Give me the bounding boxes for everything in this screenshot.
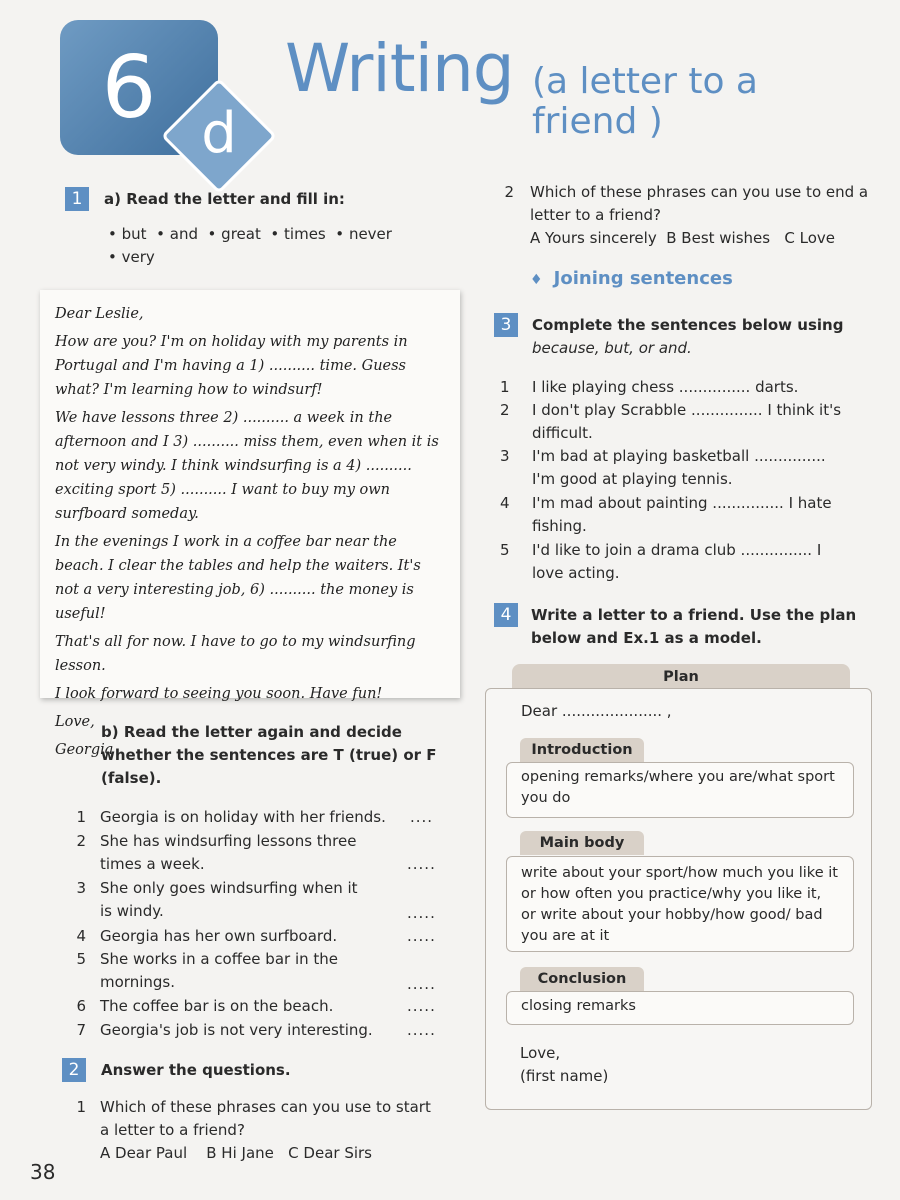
exercise-1-instruction: a) Read the letter and fill in: (104, 190, 345, 208)
plan-closing: Love, (first name) (520, 1044, 609, 1085)
plan-title: Plan (512, 664, 850, 690)
page-number: 38 (30, 1160, 56, 1184)
plan-main-body-box: write about your sport/how much you like it or how often you practice/why you like it, or write about your hobby/how good/ bad you are at it (506, 856, 854, 952)
letter-closing: Love, (55, 714, 95, 730)
word-very: very (121, 248, 155, 266)
list-item: 4 I'm mad about painting ............... I hate fishing. (500, 494, 832, 535)
exercise-1-number: 1 (65, 187, 89, 211)
page-subtitle: (a letter to a friend ) (532, 61, 758, 142)
letter-greeting: Dear Leslie, (55, 306, 144, 322)
plan-dear: Dear ..................... , (521, 702, 672, 720)
word-but: but (121, 225, 147, 243)
unit-number: 6 (101, 37, 157, 138)
question-2-options: A Yours sincerely B Best wishes C Love (530, 229, 836, 247)
bullet: • (207, 225, 217, 243)
joining-title: Joining sentences (553, 268, 733, 289)
exercise-4-instruction: Write a letter to a friend. Use the plan below and Ex.1 as a model. (531, 606, 857, 647)
plan-main-body-title: Main body (520, 831, 644, 855)
exercise-3-list (500, 376, 880, 586)
word-bank (108, 223, 448, 269)
list-item: 5 I'd like to join a drama club ............... I love acting. (500, 541, 822, 582)
answer-blank-1[interactable]: .... (410, 808, 434, 826)
plan-conclusion-box: closing remarks (506, 991, 854, 1025)
answer-blank-3[interactable]: ..... (407, 904, 436, 922)
letter-paragraph-3: In the evenings I work in a coffee bar near the beach. I clear the tables and help the waiters. It's not a very interesting job, 6) .......... the money is useful! (55, 534, 421, 622)
word-never: never (348, 225, 392, 243)
question-1: Which of these phrases can you use to start a letter to a friend? A Dear Paul B Hi Jane C Dear Sirs (100, 1096, 460, 1165)
list-item: 2 I don't play Scrabble ............... I think it's difficult. (500, 401, 842, 442)
answer-blank-2[interactable]: ..... (407, 855, 436, 873)
exercise-3-number: 3 (494, 313, 518, 337)
question-2-number: 2 (504, 183, 514, 201)
plan-conclusion-title: Conclusion (520, 967, 644, 991)
exercise-1b-instruction: b) Read the letter again and decide whether the sentences are T (true) or F (false). (101, 723, 437, 787)
question-1-options: A Dear Paul B Hi Jane C Dear Sirs (100, 1144, 372, 1162)
exercise-2-instruction: Answer the questions. (101, 1061, 291, 1079)
letter-paragraph-1: How are you? I'm on holiday with my parents in Portugal and I'm having a 1) .......... time. Guess what? I'm learning how to windsurf! (55, 334, 408, 398)
word-and: and (169, 225, 198, 243)
list-item: 1 I like playing chess ............... darts. (500, 378, 799, 396)
plan-introduction-title: Introduction (520, 738, 644, 762)
answer-blank-4[interactable]: ..... (407, 927, 436, 945)
question-1-number: 1 (76, 1098, 86, 1116)
bullet: • (108, 225, 117, 243)
plan-introduction-box: opening remarks/where you are/what sport you do (506, 762, 854, 818)
letter-paragraph-2: We have lessons three 2) .......... a week in the afternoon and I 3) .......... miss them, even when it is not very windy. I think windsurfing is a 4) .......... exciting sport 5) .......... I want to buy my own surfboard someday. (55, 410, 439, 522)
joining-heading (530, 268, 733, 289)
answer-blank-6[interactable]: ..... (407, 997, 436, 1015)
list-item: 3 I'm bad at playing basketball ............... I'm good at playing tennis. (500, 447, 826, 488)
letter-signature: Georgia (55, 742, 114, 758)
letter-paragraph-4: That's all for now. I have to go to my windsurfing lesson. (55, 634, 416, 674)
bullet: • (270, 225, 280, 243)
exercise-2-number: 2 (62, 1058, 86, 1082)
diamond-icon: ♦ (530, 272, 543, 288)
exercise-4-number: 4 (494, 603, 518, 627)
answer-blank-7[interactable]: ..... (407, 1021, 436, 1039)
question-2: Which of these phrases can you use to end a letter to a friend? A Yours sincerely B Best wishes C Love (530, 181, 890, 250)
exercise-3-instruction: Complete the sentences below using because, but, or and. (532, 316, 844, 357)
word-great: great (221, 225, 261, 243)
letter-paragraph-5: I look forward to seeing you soon. Have fun! (55, 686, 383, 702)
bullet: • (335, 225, 345, 243)
lesson-letter: d (201, 100, 237, 166)
word-times: times (284, 225, 326, 243)
bullet: • (108, 248, 117, 266)
page-title: Writing (285, 30, 514, 107)
answer-blank-5[interactable]: ..... (407, 975, 436, 993)
bullet: • (156, 225, 165, 243)
